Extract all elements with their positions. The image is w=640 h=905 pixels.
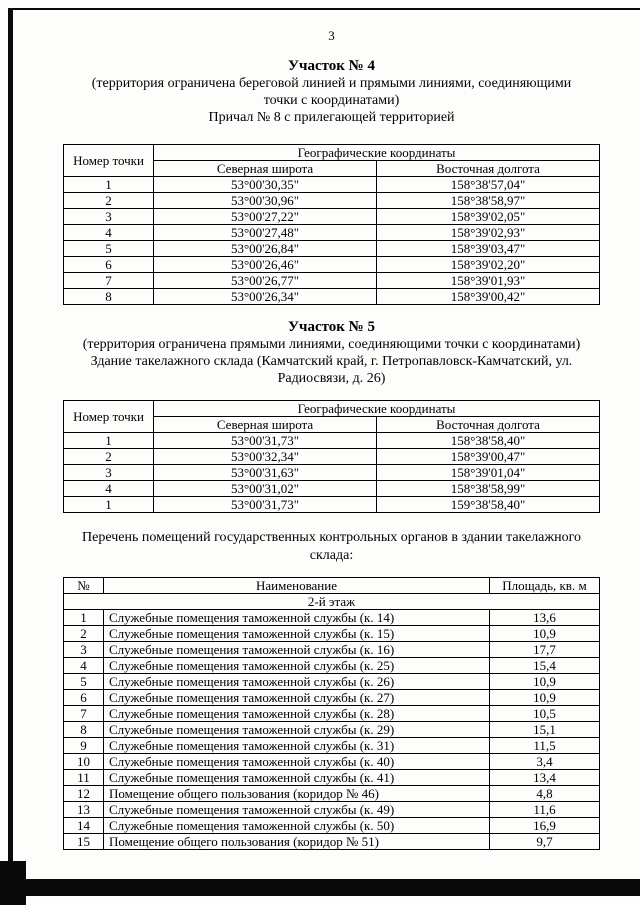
premises-table [63, 577, 600, 850]
table-cell: Служебные помещения таможенной службы (к. 50) [104, 818, 490, 834]
table-cell: 5 [64, 241, 154, 257]
table-cell: 1 [64, 497, 154, 513]
table-cell: 158°39'03,47" [377, 241, 600, 257]
section4-coordinates-table [63, 144, 600, 305]
table-cell: 10,9 [490, 674, 600, 690]
table-cell: Служебные помещения таможенной службы (к. 15) [104, 626, 490, 642]
table-cell: Служебные помещения таможенной службы (к. 31) [104, 738, 490, 754]
table-cell: 53°00'26,34" [154, 289, 377, 305]
table-cell: 53°00'27,48" [154, 225, 377, 241]
table-row [64, 786, 600, 802]
column-header-east-longitude: Восточная долгота [377, 161, 600, 177]
table-row [64, 209, 600, 225]
table-cell: 3 [64, 465, 154, 481]
table-cell: 1 [64, 433, 154, 449]
table-row [64, 241, 600, 257]
table-cell: 2 [64, 449, 154, 465]
table-row [64, 834, 600, 850]
table-cell: 3,4 [490, 754, 600, 770]
table-cell: 158°39'00,47" [377, 449, 600, 465]
table-row [64, 738, 600, 754]
table-cell: 53°00'27,22" [154, 209, 377, 225]
table-cell: 2 [64, 626, 104, 642]
table-row [64, 722, 600, 738]
table-row [64, 257, 600, 273]
table-cell: 6 [64, 690, 104, 706]
table-cell: Служебные помещения таможенной службы (к. 29) [104, 722, 490, 738]
scan-artifact-left-edge [8, 8, 13, 905]
table-cell: Служебные помещения таможенной службы (к. 28) [104, 706, 490, 722]
table-cell: 4 [64, 225, 154, 241]
table-row [64, 497, 600, 513]
table-cell: 10,5 [490, 706, 600, 722]
table-cell: 7 [64, 273, 154, 289]
table-cell: 53°00'26,77" [154, 273, 377, 289]
section4-table-body [64, 177, 600, 305]
table-cell: 16,9 [490, 818, 600, 834]
page-content [63, 0, 600, 850]
table-row [64, 610, 600, 626]
table-cell: 17,7 [490, 642, 600, 658]
table-row [64, 642, 600, 658]
column-header-north-latitude: Северная широта [154, 161, 377, 177]
table-cell: 53°00'30,96" [154, 193, 377, 209]
table-cell: Служебные помещения таможенной службы (к. 26) [104, 674, 490, 690]
column-header-name: Наименование [104, 578, 490, 594]
table-cell: 15,1 [490, 722, 600, 738]
premises-intro: Перечень помещений государственных контрольных органов в здании такелажного склада: [82, 530, 581, 563]
table-cell: Служебные помещения таможенной службы (к. 49) [104, 802, 490, 818]
table-cell: Служебные помещения таможенной службы (к. 40) [104, 754, 490, 770]
table-cell: 3 [64, 642, 104, 658]
table-cell: Служебные помещения таможенной службы (к. 16) [104, 642, 490, 658]
table-cell: 6 [64, 257, 154, 273]
table-cell: 10 [64, 754, 104, 770]
table-cell: 4,8 [490, 786, 600, 802]
table-cell: 53°00'26,46" [154, 257, 377, 273]
table-cell: 8 [64, 289, 154, 305]
table-cell: 7 [64, 706, 104, 722]
table-row [64, 289, 600, 305]
premises-table-body [64, 610, 600, 850]
table-row [64, 225, 600, 241]
scan-artifact-corner [0, 861, 26, 905]
table-row [64, 754, 600, 770]
table-cell: 158°39'02,20" [377, 257, 600, 273]
section5-coordinates-table [63, 400, 600, 513]
table-row [64, 273, 600, 289]
column-header-geographic-coordinates: Географические координаты [154, 145, 600, 161]
table-cell: 53°00'26,84" [154, 241, 377, 257]
table-cell: 11 [64, 770, 104, 786]
table-cell: Служебные помещения таможенной службы (к. 27) [104, 690, 490, 706]
table-cell: 11,6 [490, 802, 600, 818]
table-cell: 15 [64, 834, 104, 850]
section4-title: Участок № 4 [287, 58, 375, 74]
table-cell: 53°00'31,63" [154, 465, 377, 481]
table-cell: 158°39'02,05" [377, 209, 600, 225]
table-row [64, 433, 600, 449]
table-cell: 8 [64, 722, 104, 738]
page-number: 3 [328, 28, 335, 43]
table-cell: Служебные помещения таможенной службы (к. 41) [104, 770, 490, 786]
table-cell: 3 [64, 209, 154, 225]
table-row [64, 449, 600, 465]
table-row [64, 802, 600, 818]
table-cell: Помещение общего пользования (коридор № 46) [104, 786, 490, 802]
table-cell: 158°39'01,04" [377, 465, 600, 481]
table-header-row [64, 401, 600, 417]
table-cell: 13,6 [490, 610, 600, 626]
table-cell: 10,9 [490, 690, 600, 706]
table-cell: 1 [64, 610, 104, 626]
table-cell: 13 [64, 802, 104, 818]
table-cell: 158°38'58,99" [377, 481, 600, 497]
table-cell: 5 [64, 674, 104, 690]
section5-subtitle: Здание такелажного склада (Камчатский край, г. Петропавловск-Камчатский, ул. Радиосвязи, д. 26) [90, 354, 573, 386]
table-cell: 158°39'00,42" [377, 289, 600, 305]
table-row [64, 770, 600, 786]
table-row [64, 658, 600, 674]
column-header-number: № [64, 578, 104, 594]
table-cell: 10,9 [490, 626, 600, 642]
table-row [64, 706, 600, 722]
table-cell: 14 [64, 818, 104, 834]
table-row [64, 690, 600, 706]
table-cell: 53°00'30,35" [154, 177, 377, 193]
table-cell: Помещение общего пользования (коридор № 51) [104, 834, 490, 850]
table-cell: 4 [64, 481, 154, 497]
column-header-east-longitude: Восточная долгота [377, 417, 600, 433]
table-row [64, 193, 600, 209]
column-header-point-number: Номер точки [64, 401, 154, 433]
table-cell: 158°39'01,93" [377, 273, 600, 289]
table-cell: 1 [64, 177, 154, 193]
table-cell: Служебные помещения таможенной службы (к. 14) [104, 610, 490, 626]
column-header-north-latitude: Северная широта [154, 417, 377, 433]
table-header-row [64, 145, 600, 161]
floor-label: 2-й этаж [64, 594, 600, 610]
column-header-geographic-coordinates: Географические координаты [154, 401, 600, 417]
section5-table-body [64, 433, 600, 513]
table-cell: 9 [64, 738, 104, 754]
table-header-row [64, 578, 600, 594]
table-cell: 158°38'58,40" [377, 433, 600, 449]
table-cell: 13,4 [490, 770, 600, 786]
table-cell: 12 [64, 786, 104, 802]
floor-section-row [64, 594, 600, 610]
table-row [64, 674, 600, 690]
column-header-area: Площадь, кв. м [490, 578, 600, 594]
table-cell: 53°00'31,02" [154, 481, 377, 497]
table-cell: 9,7 [490, 834, 600, 850]
section4-subtitle: Причал № 8 с прилегающей территорией [208, 110, 455, 125]
table-row [64, 818, 600, 834]
scan-artifact-bottom-edge [0, 879, 640, 896]
table-cell: 53°00'31,73" [154, 433, 377, 449]
table-cell: 4 [64, 658, 104, 674]
column-header-point-number: Номер точки [64, 145, 154, 177]
section4-description: (территория ограничена береговой линией и прямыми линиями, соединяющими точки с координатами) [91, 76, 572, 108]
table-cell: 159°38'58,40" [377, 497, 600, 513]
table-cell: 158°38'58,97" [377, 193, 600, 209]
table-cell: 53°00'32,34" [154, 449, 377, 465]
table-cell: 158°39'02,93" [377, 225, 600, 241]
table-cell: 11,5 [490, 738, 600, 754]
section5-description: (территория ограничена прямыми линиями, соединяющими точки с координатами) [82, 337, 581, 352]
table-cell: 53°00'31,73" [154, 497, 377, 513]
section5-title: Участок № 5 [287, 319, 375, 335]
table-cell: 2 [64, 193, 154, 209]
table-cell: 158°38'57,04" [377, 177, 600, 193]
table-cell: Служебные помещения таможенной службы (к. 25) [104, 658, 490, 674]
table-row [64, 626, 600, 642]
table-cell: 15,4 [490, 658, 600, 674]
table-row [64, 177, 600, 193]
table-row [64, 465, 600, 481]
table-row [64, 481, 600, 497]
